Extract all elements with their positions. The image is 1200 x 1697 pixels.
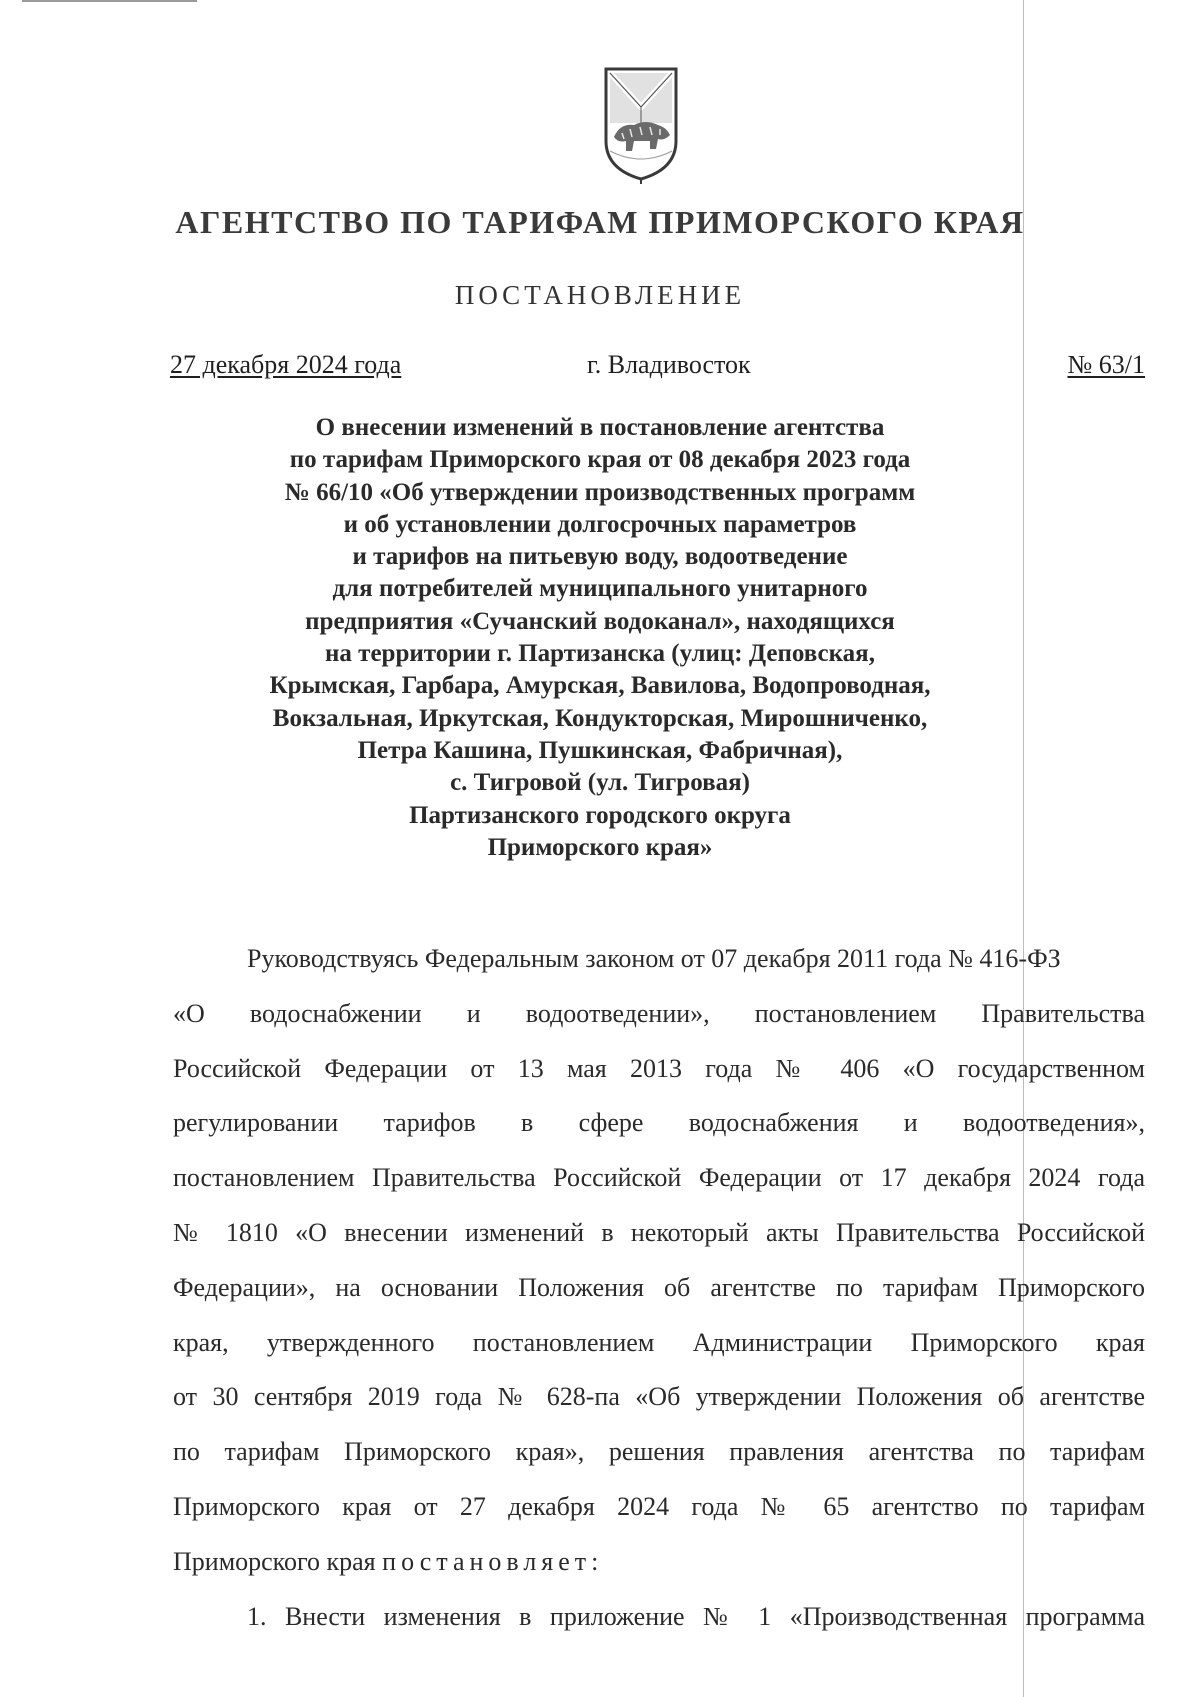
title-line: Вокзальная, Иркутская, Кондукторская, Мирошниченко,: [272, 704, 928, 732]
preamble-paragraph: [173, 932, 1145, 1644]
agency-name: АГЕНТСТВО ПО ТАРИФАМ ПРИМОРСКОГО КРАЯ: [175, 204, 1025, 240]
title-line: предприятия «Сучанский водоканал», находящихся: [305, 607, 895, 635]
body-line: Приморского края от 27 декабря 2024 года № 65 агентство по тарифам: [173, 1491, 1145, 1521]
title-line: Партизанского городского округа: [409, 801, 791, 829]
resolve-word: постановляет:: [382, 1546, 604, 1576]
resolve-line: [173, 1535, 1145, 1590]
document-type: ПОСТАНОВЛЕНИЕ: [454, 280, 746, 310]
body-line: № 1810 «О внесении изменений в некоторый акты Правительства Российской: [173, 1217, 1145, 1247]
body-line: Руководствуясь Федеральным законом от 07 декабря 2011 года № 416-ФЗ: [247, 944, 1061, 973]
title-line: О внесении изменений в постановление агентства: [315, 414, 885, 441]
body-line: «О водоснабжении и водоотведении», постановлением Правительства: [173, 998, 1145, 1028]
title-line: на территории г. Партизанска (улиц: Деповская,: [325, 640, 875, 668]
coat-of-arms-icon: [600, 63, 682, 185]
document-date: 27 декабря 2024 года: [170, 350, 402, 379]
document-city: г. Владивосток: [587, 350, 751, 379]
title-line: Петра Кашина, Пушкинская, Фабричная),: [357, 736, 843, 764]
item-1-line: 1. Внести изменения в приложение № 1 «Производственная программа: [247, 1601, 1145, 1631]
title-line: с. Тигровой (ул. Тигровая): [450, 769, 750, 797]
document-number: № 63/1: [1067, 350, 1145, 379]
title-line: для потребителей муниципального унитарного: [332, 575, 868, 603]
title-line: и тарифов на питьевую воду, водоотведение: [352, 543, 848, 571]
body-line: края, утвержденного постановлением Администрации Приморского края: [173, 1327, 1145, 1357]
body-line: Федерации», на основании Положения об агентстве по тарифам Приморского: [173, 1272, 1145, 1302]
body-line: Российской Федерации от 13 мая 2013 года № 406 «О государственном: [173, 1053, 1145, 1083]
resolution-title: [190, 412, 1010, 864]
body-line: по тарифам Приморского края», решения правления агентства по тарифам: [173, 1437, 1145, 1467]
body-line: регулировании тарифов в сфере водоснабжения и водоотведения»,: [173, 1108, 1145, 1138]
title-line: по тарифам Приморского края от 08 декабря 2023 года: [289, 446, 911, 474]
resolve-prefix: Приморского края: [173, 1546, 376, 1576]
scan-artifact-line: [22, 0, 197, 2]
title-line: и об установлении долгосрочных параметров: [343, 510, 857, 538]
title-line: Приморского края»: [487, 833, 713, 861]
title-line: Крымская, Гарбара, Амурская, Вавилова, Водопроводная,: [269, 672, 931, 700]
title-line: № 66/10 «Об утверждении производственных программ: [284, 478, 916, 506]
body-line: от 30 сентября 2019 года № 628-па «Об утверждении Положения об агентстве: [173, 1382, 1145, 1412]
body-line: постановлением Правительства Российской Федерации от 17 декабря 2024 года: [173, 1163, 1145, 1193]
